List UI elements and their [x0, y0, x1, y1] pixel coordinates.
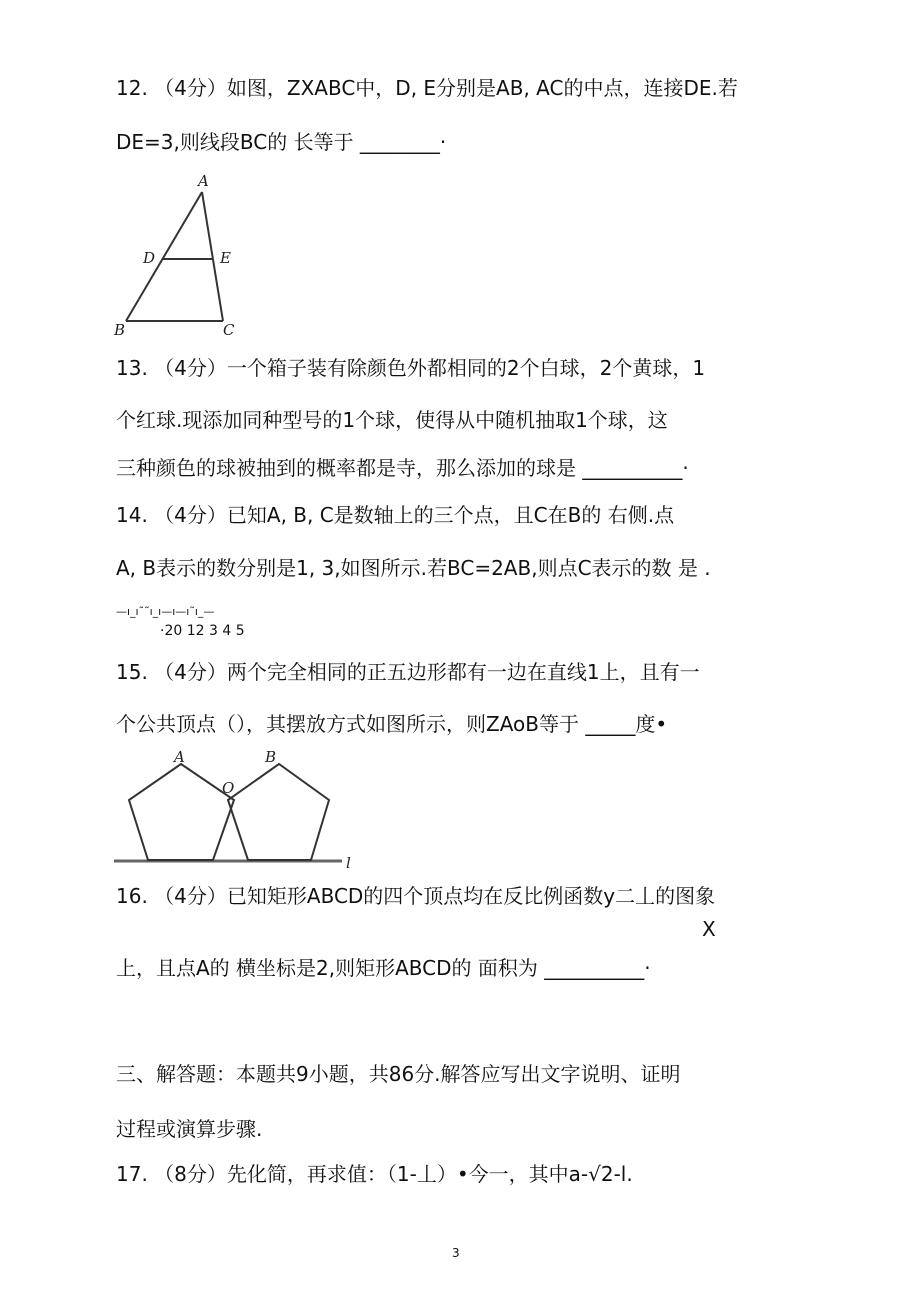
section3-line-2: 过程或演算步骤.	[116, 1117, 263, 1141]
page-number: 3	[452, 1246, 460, 1260]
number-axis-garble: —ı_ı˜˜ı_ı—ı—ı˜ı_—	[116, 605, 215, 618]
label-e: E	[220, 249, 231, 267]
side-ab	[126, 192, 202, 321]
q12-line-2: DE=3,则线段BC的 长等于 ________·	[116, 130, 447, 154]
label-c: C	[223, 321, 235, 338]
triangle-figure	[110, 172, 250, 338]
number-axis-labels: ·20 12 3 4 5	[160, 623, 245, 639]
q15-line-2: 个公共顶点（），其摆放方式如图所示，则ZAoB等于 _____度•	[116, 712, 668, 736]
q16-line-1: 16. （4分）已知矩形ABCD的四个顶点均在反比例函数y二丄的图象	[116, 884, 716, 908]
label-a: A	[174, 748, 185, 766]
q13-line-3: 三种颜色的球被抽到的概率都是寺，那么添加的球是 __________·	[116, 456, 689, 480]
label-a: A	[198, 172, 209, 190]
label-d: D	[143, 249, 156, 267]
label-o: O	[222, 779, 235, 797]
section3-line-1: 三、解答题：本题共9小题，共86分.解答应写出文字说明、证明	[116, 1062, 681, 1086]
pentagon-right	[228, 764, 329, 860]
label-l: l	[346, 854, 351, 870]
label-b: B	[265, 748, 277, 766]
q14-line-2: A, B表示的数分别是1, 3,如图所示.若BC=2AB,则点C表示的数 是 .	[116, 556, 711, 580]
q13-line-2: 个红球.现添加同种型号的1个球，使得从中随机抽取1个球，这	[116, 408, 668, 432]
q17-line-1: 17. （8分）先化简，再求值：（1-丄）•今一，其中a-√2-l.	[116, 1162, 633, 1186]
label-b: B	[114, 321, 126, 338]
q13-line-1: 13. （4分）一个箱子装有除颜色外都相同的2个白球，2个黄球，1	[116, 356, 706, 380]
q16-x-mark: X	[702, 917, 716, 941]
q12-line-1: 12. （4分）如图，ZXABC中，D, E分别是AB, AC的中点，连接DE.若	[116, 76, 738, 100]
pentagons-figure	[110, 748, 370, 870]
q16-line-2: 上，且点A的 横坐标是2,则矩形ABCD的 面积为 __________·	[116, 956, 651, 980]
q15-line-1: 15. （4分）两个完全相同的正五边形都有一边在直线1上，且有一	[116, 660, 700, 684]
q14-line-1: 14. （4分）已知A, B, C是数轴上的三个点，且C在B的 右侧.点	[116, 503, 675, 527]
pentagon-left	[129, 764, 234, 860]
